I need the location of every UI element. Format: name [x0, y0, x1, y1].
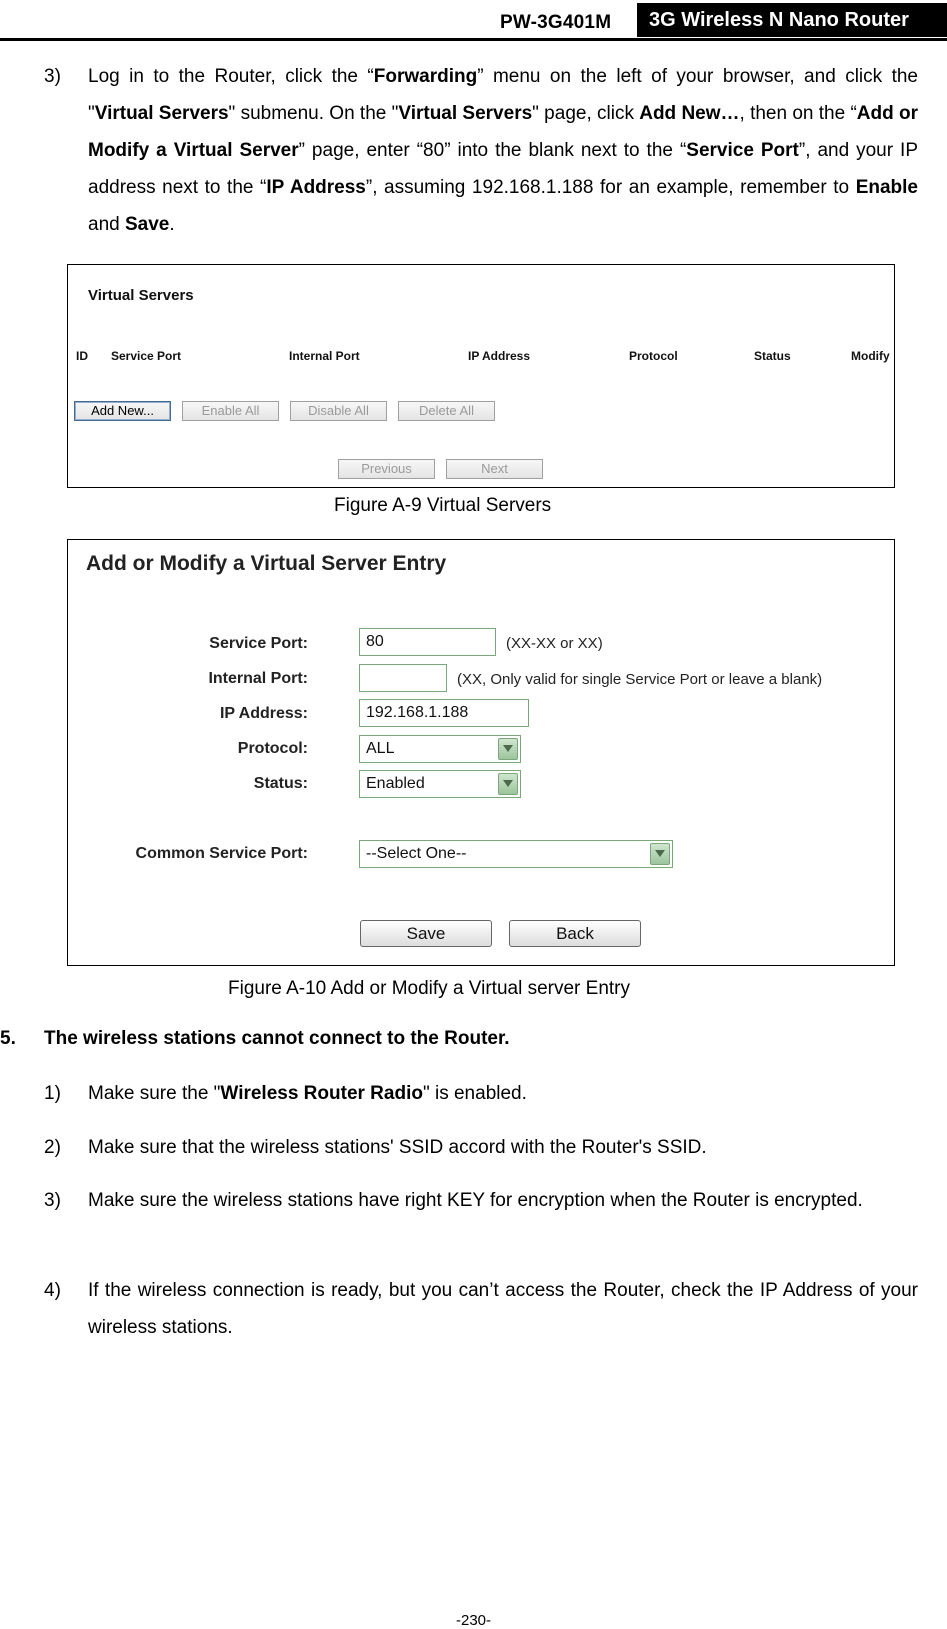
step-3-number: 3) [44, 66, 61, 87]
label-service-port: Service Port: [209, 635, 308, 652]
item-3-text: Make sure the wireless stations have right KEY for encryption when the Router is encrypted. [88, 1190, 863, 1211]
header-product: 3G Wireless N Nano Router [637, 3, 947, 37]
col-service-port: Service Port [111, 349, 182, 363]
am-title: Add or Modify a Virtual Server Entry [86, 552, 447, 575]
section-5-number: 5. [0, 1028, 16, 1049]
item-1-number: 1) [44, 1083, 61, 1104]
vs-title: Virtual Servers [88, 287, 194, 304]
figure-virtual-servers [67, 264, 895, 488]
back-button[interactable]: Back [509, 920, 641, 947]
col-protocol: Protocol [629, 349, 678, 363]
save-button[interactable]: Save [360, 920, 492, 947]
service-port-input[interactable]: 80 [359, 628, 496, 656]
step-3-text: Log in to the Router, click the “Forwarding” menu on the left of your browser, and click the "Virtual Servers" submenu. On the "Virtual Servers" page, click Add New…, then on the “Add or Modify a Virtual Server” page, enter “80” into the blank next to the “Service Port”, and your IP address next to the “IP Address”, assuming 192.168.1.188 for an example, remember to Enable and Save. [88, 66, 919, 235]
protocol-value: ALL [366, 740, 395, 757]
internal-port-input[interactable] [359, 664, 447, 692]
delete-all-button[interactable]: Delete All [398, 401, 495, 421]
section-5-title: The wireless stations cannot connect to the Router. [44, 1028, 510, 1049]
disable-all-button[interactable]: Disable All [290, 401, 387, 421]
ip-address-input[interactable]: 192.168.1.188 [359, 699, 529, 727]
protocol-select[interactable] [359, 735, 521, 763]
item-3-number: 3) [44, 1190, 61, 1211]
label-status: Status: [253, 775, 308, 792]
label-ip-address: IP Address: [219, 705, 308, 722]
label-common-service-port: Common Service Port: [135, 845, 308, 862]
header-rule [0, 38, 947, 41]
label-protocol: Protocol: [237, 740, 308, 757]
col-id: ID [76, 349, 88, 363]
col-internal-port: Internal Port [289, 349, 360, 363]
page-header [0, 0, 947, 42]
col-ip-address: IP Address [468, 349, 531, 363]
label-internal-port: Internal Port: [208, 670, 308, 687]
status-select[interactable] [359, 770, 521, 798]
next-button[interactable]: Next [446, 459, 543, 479]
chevron-down-icon [650, 843, 670, 865]
chevron-down-icon [498, 738, 518, 760]
item-4-number: 4) [44, 1280, 61, 1301]
col-modify: Modify [851, 349, 890, 363]
col-status: Status [754, 349, 791, 363]
page-number: -230- [455, 1612, 492, 1629]
internal-port-hint: (XX, Only valid for single Service Port or leave a blank) [457, 671, 823, 688]
item-1-text: Make sure the "Wireless Router Radio" is enabled. [88, 1083, 527, 1104]
common-service-port-select[interactable] [359, 840, 673, 868]
chevron-down-icon [498, 773, 518, 795]
item-4-text: If the wireless connection is ready, but you can’t access the Router, check the IP Address of your wireless stations. [88, 1280, 918, 1338]
item-2-text: Make sure that the wireless stations' SSID accord with the Router's SSID. [88, 1137, 707, 1158]
figure-a9-caption: Figure A-9 Virtual Servers [334, 495, 552, 516]
previous-button[interactable]: Previous [338, 459, 435, 479]
service-port-hint: (XX-XX or XX) [506, 635, 603, 652]
header-model: PW-3G401M [500, 12, 612, 33]
figure-add-modify-entry [67, 539, 895, 966]
common-service-port-value: --Select One-- [366, 845, 467, 862]
figure-a10-caption: Figure A-10 Add or Modify a Virtual server Entry [228, 978, 630, 999]
item-2-number: 2) [44, 1137, 61, 1158]
add-new-button[interactable]: Add New... [74, 401, 171, 421]
enable-all-button[interactable]: Enable All [182, 401, 279, 421]
status-value: Enabled [366, 775, 425, 792]
